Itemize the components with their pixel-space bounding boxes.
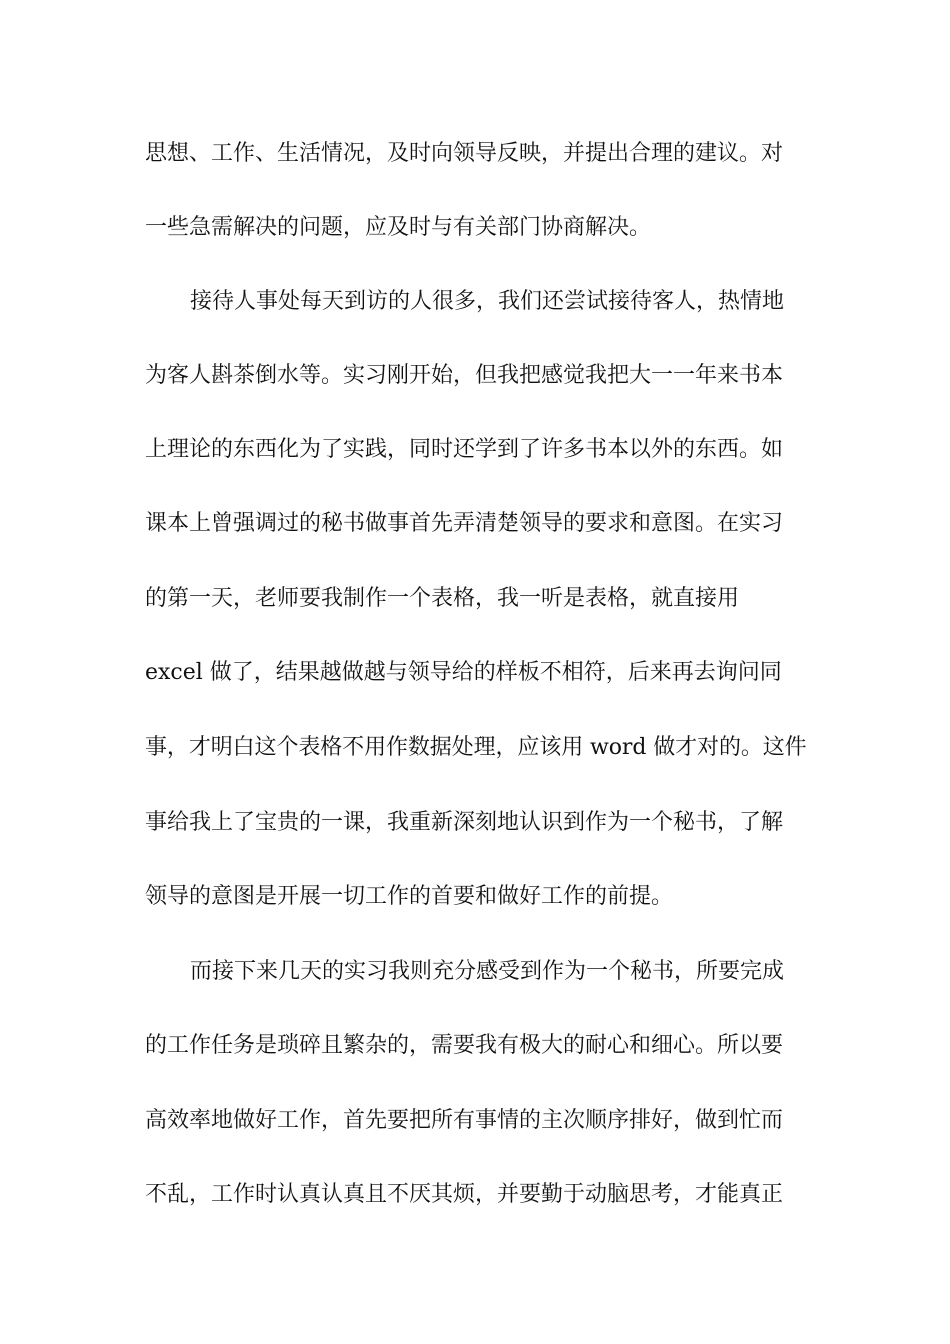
text-line: 不乱，工作时认真认真且不厌其烦，并要勤于动脑思考，才能真正 (145, 1182, 784, 1207)
text-line: 思想、工作、生活情况，及时向领导反映，并提出合理的建议。对 (145, 141, 784, 166)
text-line: 的第一天，老师要我制作一个表格，我一听是表格，就直接用 (145, 586, 740, 611)
text-line: 课本上曾强调过的秘书做事首先弄清楚领导的要求和意图。在实习 (145, 511, 784, 536)
text-line: 为客人斟茶倒水等。实习刚开始，但我把感觉我把大一一年来书本 (145, 363, 784, 388)
text-line: 高效率地做好工作，首先要把所有事情的主次顺序排好，做到忙而 (145, 1108, 784, 1133)
text-line: 事，才明白这个表格不用作数据处理，应该用 word 做才对的。这件 (145, 735, 807, 760)
text-line: 一些急需解决的问题，应及时与有关部门协商解决。 (145, 215, 652, 240)
text-line: excel 做了，结果越做越与领导给的样板不相符，后来再去询问同 (145, 660, 782, 685)
text-line: 事给我上了宝贵的一课，我重新深刻地认识到作为一个秘书，了解 (145, 810, 784, 835)
paragraph-start-line: 而接下来几天的实习我则充分感受到作为一个秘书，所要完成 (190, 959, 785, 984)
text-line: 领导的意图是开展一切工作的首要和做好工作的前提。 (145, 884, 674, 909)
text-line: 的工作任务是琐碎且繁杂的，需要我有极大的耐心和细心。所以要 (145, 1033, 784, 1058)
text-line: 上理论的东西化为了实践，同时还学到了许多书本以外的东西。如 (145, 437, 784, 462)
paragraph-start-line: 接待人事处每天到访的人很多，我们还尝试接待客人，热情地 (190, 289, 785, 314)
